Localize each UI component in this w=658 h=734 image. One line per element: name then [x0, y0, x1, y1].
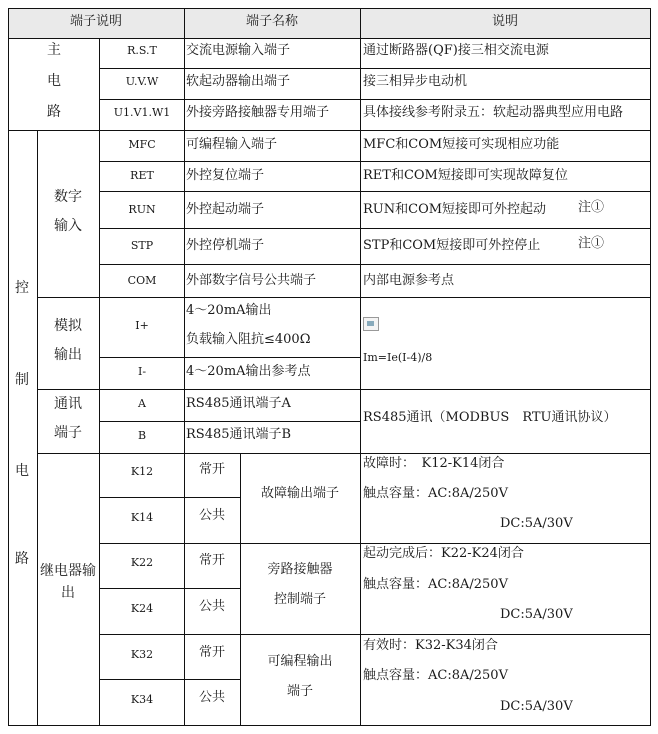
rule [37, 453, 651, 454]
terminal-desc: STP和COM短接即可外控停止 [363, 238, 541, 253]
terminal-desc: RET和COM短接即可实现故障复位 [363, 168, 568, 183]
rule-top [8, 8, 651, 9]
rule-col [99, 38, 100, 726]
analog-output-label: 模拟 [54, 318, 82, 334]
terminal-name: 外控起动端子 [186, 202, 265, 217]
terminal-name: 4～20mA输出 [186, 303, 272, 318]
control-circuit-label: 路 [15, 551, 29, 567]
relay-group-name: 旁路接触器 [267, 562, 333, 577]
terminal-name: RS485通讯端子A [186, 396, 291, 411]
terminal-code: RUN [128, 203, 156, 216]
comm-label: 通讯 [54, 396, 82, 412]
terminal-code: I+ [135, 319, 149, 332]
terminal-name: 负载输入阻抗≤400Ω [186, 332, 311, 347]
rule-right [650, 8, 651, 726]
relay-group-desc: 起动完成后：K22-K24闭合 [363, 546, 524, 561]
rule [99, 161, 651, 162]
rule-col [240, 453, 241, 726]
relay-group-desc: DC:5A/30V [500, 607, 573, 622]
rule-bottom [8, 725, 651, 726]
rule-col [360, 8, 361, 726]
relay-contact-type: 公共 [198, 690, 226, 705]
relay-contact-code: K32 [130, 648, 154, 661]
control-circuit-label: 控 [15, 280, 29, 296]
terminal-note: 注① [578, 200, 605, 215]
rule-left [8, 8, 9, 726]
terminal-note: 注① [578, 236, 605, 251]
relay-contact-type: 公共 [198, 508, 226, 523]
broken-image-icon [363, 317, 379, 331]
relay-group-desc: 触点容量：AC:8A/250V [363, 668, 508, 683]
terminal-code: R.S.T [127, 44, 157, 57]
terminal-desc: 通过断路器(QF)接三相交流电源 [363, 43, 549, 58]
terminal-code: U.V.W [125, 75, 159, 88]
relay-contact-type: 常开 [198, 553, 226, 568]
relay-contact-type: 常开 [198, 462, 226, 477]
relay-contact-code: K24 [130, 602, 154, 615]
analog-output-label: 输出 [54, 347, 82, 363]
terminal-code: STP [130, 239, 154, 252]
terminal-desc: MFC和COM短接可实现相应功能 [363, 137, 560, 152]
rule [99, 191, 651, 192]
terminal-name: 外控停机端子 [186, 238, 265, 253]
rule [99, 99, 651, 100]
terminal-name: 交流电源输入端子 [186, 43, 291, 58]
terminal-name: 4～20mA输出参考点 [186, 364, 311, 379]
rule-header-bottom [8, 38, 651, 39]
header-terminal-desc: 端子说明 [69, 14, 123, 29]
rule-col [37, 130, 38, 726]
terminal-desc: 内部电源参考点 [363, 273, 455, 288]
rule-col [184, 8, 185, 726]
relay-group-name: 故障输出端子 [260, 486, 340, 501]
main-circuit-label: 电 [47, 73, 61, 89]
comm-desc: RS485通讯（MODBUS RTU通讯协议） [363, 410, 617, 425]
rule [99, 634, 651, 635]
terminal-name: 外部数字信号公共端子 [186, 273, 317, 288]
rule [99, 588, 241, 589]
terminal-name: 外控复位端子 [186, 168, 265, 183]
relay-group-name: 可编程输出 [267, 654, 333, 669]
terminal-desc: 接三相异步电动机 [363, 74, 468, 89]
digital-input-label: 数字 [54, 189, 82, 205]
terminal-name: RS485通讯端子B [186, 427, 292, 442]
terminal-code: A [138, 397, 146, 410]
relay-group-name: 端子 [286, 684, 314, 699]
relay-contact-type: 常开 [198, 645, 226, 660]
rule [99, 228, 651, 229]
relay-contact-code: K12 [130, 465, 154, 478]
relay-group-desc: DC:5A/30V [500, 516, 573, 531]
comm-label: 端子 [54, 425, 82, 441]
relay-group-desc: 有效时：K32-K34闭合 [363, 638, 498, 653]
relay-contact-code: K34 [130, 693, 154, 706]
rule-main-bottom [8, 130, 651, 131]
main-circuit-label: 主 [47, 42, 61, 58]
terminal-code: B [137, 429, 147, 442]
rule [99, 421, 361, 422]
rule [99, 264, 651, 265]
control-circuit-label: 电 [15, 463, 29, 479]
terminal-desc: 具体接线参考附录五：软起动器典型应用电路 [363, 105, 624, 120]
rule [99, 543, 651, 544]
terminal-code: I- [137, 365, 147, 378]
relay-group-desc: DC:5A/30V [500, 699, 573, 714]
rule [37, 297, 651, 298]
rule [99, 357, 361, 358]
relay-contact-code: K22 [130, 556, 154, 569]
header-description: 说明 [491, 14, 519, 29]
terminal-code: COM [127, 274, 157, 287]
digital-input-label: 输入 [54, 218, 82, 234]
main-circuit-label: 路 [47, 104, 61, 120]
relay-group-desc: 触点容量：AC:8A/250V [363, 486, 508, 501]
control-circuit-label: 制 [15, 372, 29, 388]
terminal-code: RET [130, 169, 154, 182]
terminal-desc: RUN和COM短接即可外控起动 [363, 202, 547, 217]
relay-group-name: 控制端子 [273, 592, 327, 607]
terminal-name: 可编程输入端子 [186, 137, 278, 152]
terminal-name: 外接旁路接触器专用端子 [186, 105, 330, 120]
relay-output-label-text: 继电器输出 [40, 563, 96, 601]
terminal-code: MFC [128, 138, 156, 151]
terminal-name: 软起动器输出端子 [186, 74, 291, 89]
relay-group-desc: 故障时： K12-K14闭合 [363, 456, 505, 471]
rule [37, 389, 651, 390]
rule [99, 497, 241, 498]
relay-contact-type: 公共 [198, 599, 226, 614]
terminal-code: U1.V1.W1 [113, 106, 171, 119]
relay-contact-code: K14 [130, 511, 154, 524]
rule [99, 68, 651, 69]
relay-group-desc: 触点容量：AC:8A/250V [363, 577, 508, 592]
rule [99, 679, 241, 680]
analog-output-formula: Im=Ie(I-4)/8 [363, 351, 433, 364]
relay-output-label [39, 560, 97, 604]
header-terminal-name: 端子名称 [245, 14, 299, 29]
